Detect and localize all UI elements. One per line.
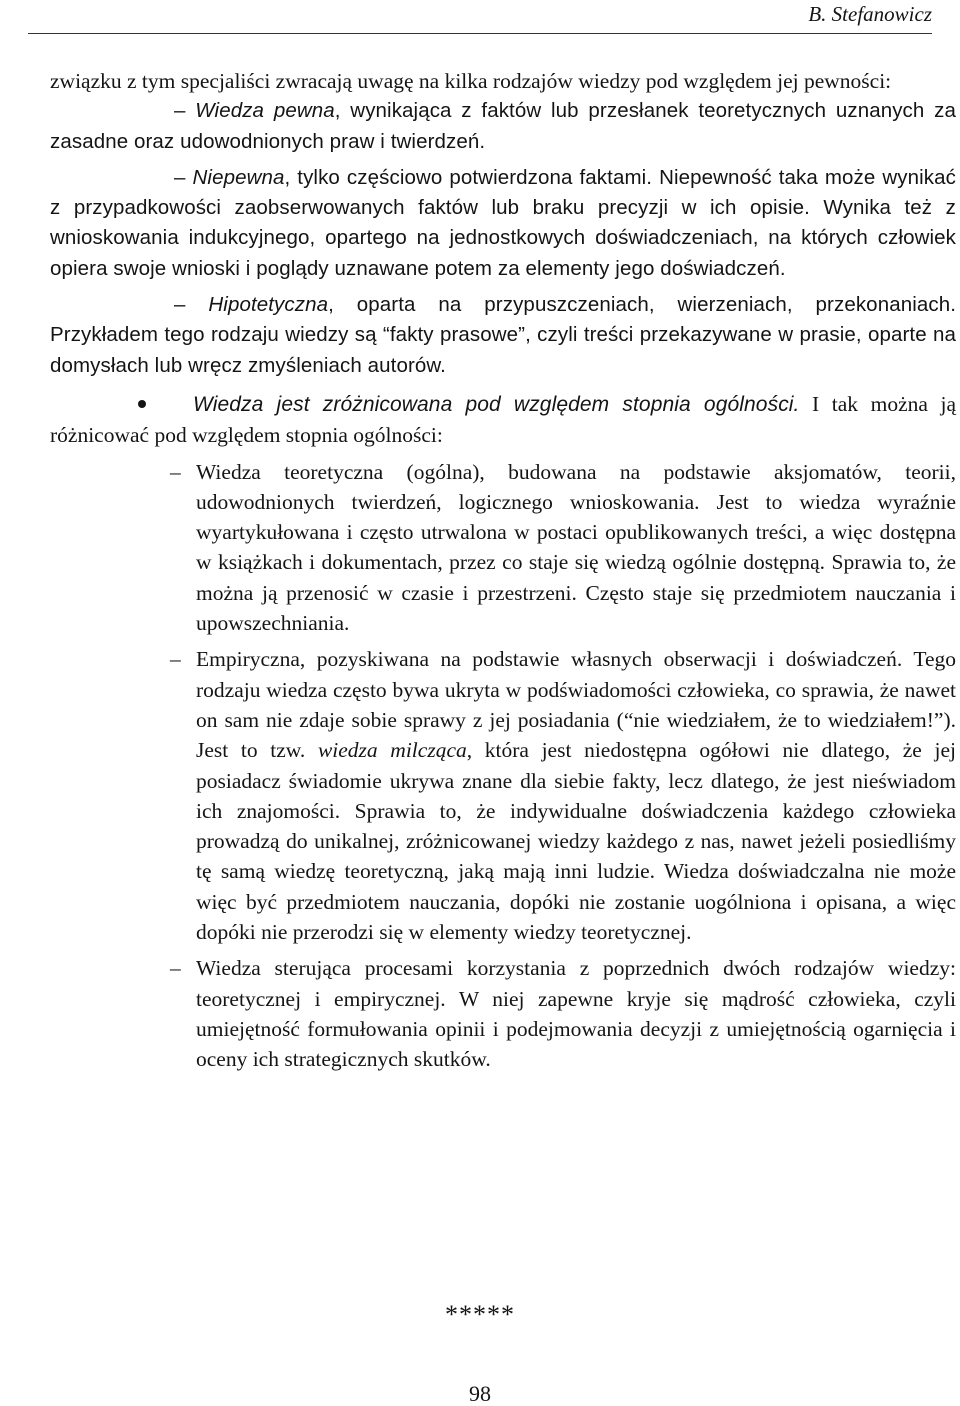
generality-list: [50, 457, 956, 1075]
list-dash: –: [170, 459, 181, 484]
term-wiedza-milczaca: wiedza milcząca: [317, 738, 467, 763]
bullet-icon: [138, 400, 146, 408]
list-dash: –: [170, 647, 181, 672]
list-dash: –: [174, 99, 186, 123]
list-dash: –: [174, 165, 186, 189]
certainty-text: , oparta na przypuszczeniach, wierzeniach, przekonaniach. Przykładem tego rodzaju wiedzy są “fakty prasowe”, czyli treści przekazywane w prasie, oparte na domysłach lub wręcz zmyśleniach autorów.: [50, 293, 956, 377]
bullet-heading: Wiedza jest zróżnicowana pod względem stopnia ogólności.: [193, 392, 800, 416]
page-body: [50, 66, 956, 1075]
certainty-list: [50, 96, 956, 381]
certainty-text: , wynikająca z faktów lub przesłanek teoretycznych uznanych za zasadne oraz udowodnionych praw i twierdzeń.: [50, 99, 957, 153]
term-niepewna: Niepewna: [192, 165, 285, 189]
term-wiedza-pewna: Wiedza pewna: [195, 99, 335, 123]
bullet-text: I tak można ją różnicować pod względem stopnia ogólności:: [50, 391, 956, 448]
generality-item-steering: [170, 953, 956, 1074]
page-number: 98: [469, 1381, 491, 1406]
bullet-paragraph: [50, 389, 956, 451]
generality-text-after: , która jest niedostępna ogółowi nie dlatego, że jej posiadacz świadomie ukrywa znane dla siebie fakty, lecz dlatego, że jest nieświadom ich znajomości. Sprawia to, że indywidualne doświadczenia każdego człowieka prowadzą do unikalnej, zróżnicowanej wiedzy każdego z nas, nawet jeżeli posiedliśmy tę samą wiedzę teoretyczną, jaką mają inni ludzie. Wiedza doświadczalna nie może więc być przedmiotem nauczania, dopóki nie zostanie uogólniona i opisana, a więc dopóki nie przerodzi się w elementy wiedzy teoretycznej.: [196, 738, 956, 945]
list-dash: –: [174, 293, 186, 317]
certainty-item-hypothetical: [50, 290, 956, 381]
running-head: B. Stefanowicz: [808, 2, 932, 26]
certainty-item-uncertain: [50, 163, 956, 284]
generality-text-before: Empiryczna, pozyskiwana na podstawie własnych obserwacji i doświadczeń. Tego rodzaju wiedza często bywa ukryta w podświadomości człowieka, co sprawia, że nawet on sam nie zdaje sobie sprawy z jej posiadania (“nie wiedziałem, że to wiedziałem!”). Jest to tzw.: [196, 647, 956, 763]
section-separator: *****: [445, 1300, 515, 1329]
generality-item-empirical: [170, 644, 956, 947]
generality-text: Wiedza teoretyczna (ogólna), budowana na podstawie aksjomatów, teorii, udowodnionych twierdzeń, logicznego wnioskowania. Jest to wiedza wyraźnie wyartykułowana i często utrwalona w postaci opublikowanych treści, a więc dostępna w książkach i dokumentach, przez co staje się wiedzą ogólnie dostępną. Sprawia to, że można ją przenosić w czasie i przestrzeni. Często staje się przedmiotem nauczania i upowszechniania.: [196, 459, 956, 636]
generality-text: Wiedza sterująca procesami korzystania z poprzednich dwóch rodzajów wiedzy: teoretycznej i empirycznej. W niej zapewne kryje się mądrość człowieka, czyli umiejętność formułowania opinii i podejmowania decyzji z umiejętnością ogarnięcia i oceny ich strategicznych skutków.: [196, 956, 956, 1072]
generality-item-theoretical: [170, 457, 956, 639]
certainty-text: , tylko częściowo potwierdzona faktami. Niepewność taka może wynikać z przypadkowości zaobserwowanych faktów lub braku precyzji w ich opisie. Wynika też z wnioskowania indukcyjnego, opartego na jednostkowych doświadczeniach, na których człowiek opiera swoje wnioski i poglądy uznawane potem za elementy jego doświadczeń.: [50, 165, 956, 280]
header-rule: [28, 33, 932, 34]
term-hipotetyczna: Hipotetyczna: [208, 293, 329, 317]
certainty-item-certain: [50, 96, 956, 157]
intro-paragraph: związku z tym specjaliści zwracają uwagę na kilka rodzajów wiedzy pod względem jej pewności:: [50, 69, 892, 93]
list-dash: –: [170, 956, 181, 981]
